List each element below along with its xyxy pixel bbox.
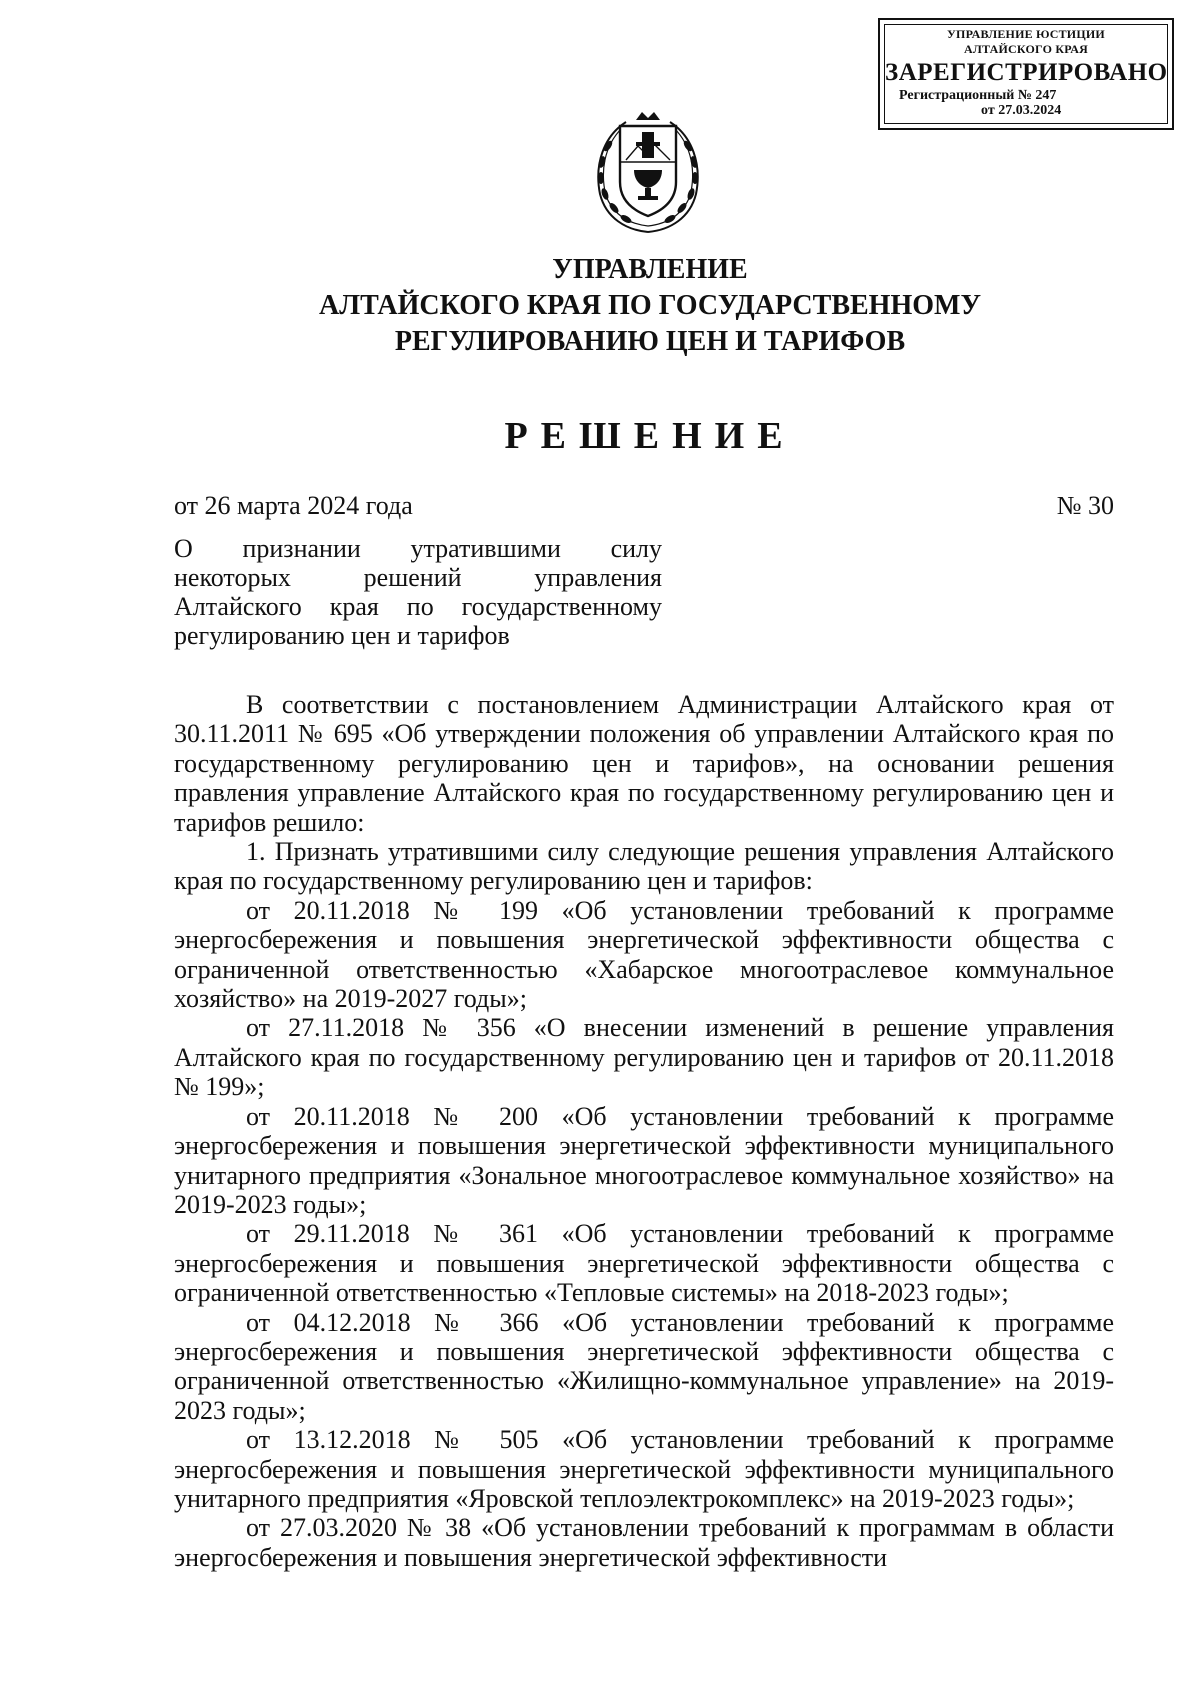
date-number-line — [174, 490, 1114, 522]
document-body — [174, 690, 1114, 1572]
document-date: от 26 марта 2024 года — [174, 491, 413, 520]
subject-line-2: некоторых решений управления — [174, 563, 662, 592]
subject-line-1: О признании утратившими силу — [174, 534, 662, 563]
coat-of-arms-icon — [582, 102, 714, 238]
registration-stamp-frame — [884, 24, 1168, 124]
document-subject — [174, 534, 662, 650]
subject-line-3: Алтайского края по государственному — [174, 592, 662, 621]
body-paragraph-preamble: В соответствии с постановлением Администрации Алтайского края от 30.11.2011 № 695 «Об утверждении положения об управлении Алтайского края по государственному регулированию цен и тарифов», на основании решения правления управление Алтайского края по государственному регулированию цен и тарифов решило: — [174, 690, 1114, 837]
subject-line-4: регулированию цен и тарифов — [174, 621, 510, 650]
body-paragraph-item-1: 1. Признать утратившими силу следующие решения управления Алтайского края по государственному регулированию цен и тарифов: — [174, 837, 1114, 896]
body-paragraph-decision-356: от 27.11.2018 № 356 «О внесении изменений в решение управления Алтайского края по государственному регулированию цен и тарифов от 20.11.2018 № 199»; — [174, 1013, 1114, 1102]
authority-heading — [200, 252, 1100, 360]
stamp-org-region: АЛТАЙСКОГО КРАЯ — [964, 42, 1088, 56]
authority-line-2: АЛТАЙСКОГО КРАЯ ПО ГОСУДАРСТВЕННОМУ — [319, 290, 981, 321]
body-paragraph-decision-361: от 29.11.2018 № 361 «Об установлении требований к программе энергосбережения и повышения энергетической эффективности общества с ограниченной ответственностью «Тепловые системы» на 2018-2023 годы»; — [174, 1219, 1114, 1308]
registration-stamp — [878, 18, 1174, 130]
body-paragraph-decision-200: от 20.11.2018 № 200 «Об установлении требований к программе энергосбережения и повышения энергетической эффективности муниципального унитарного предприятия «Зональное многоотраслевое коммунальное хозяйство» на 2019-2023 годы»; — [174, 1101, 1114, 1219]
stamp-reg-number: Регистрационный № 247 — [899, 88, 1057, 103]
authority-line-3: РЕГУЛИРОВАНИЮ ЦЕН И ТАРИФОВ — [394, 326, 906, 357]
body-paragraph-decision-38: от 27.03.2020 № 38 «Об установлении требований к программам в области энергосбережения и повышения энергетической эффективности — [174, 1513, 1114, 1572]
document-type-title: РЕШЕНИЕ — [504, 415, 796, 457]
body-paragraph-decision-505: от 13.12.2018 № 505 «Об установлении требований к программе энергосбережения и повышения энергетической эффективности муниципального унитарного предприятия «Яровской теплоэлектрокомплекс» на 2019-2023 годы»; — [174, 1425, 1114, 1513]
body-paragraph-decision-366: от 04.12.2018 № 366 «Об установлении требований к программе энергосбережения и повышения энергетической эффективности общества с ограниченной ответственностью «Жилищно-коммунальное управление» на 2019-2023 годы»; — [174, 1307, 1114, 1425]
stamp-status: ЗАРЕГИСТРИРОВАНО — [885, 59, 1168, 86]
document-number: № 30 — [1056, 491, 1114, 520]
body-paragraph-decision-199: от 20.11.2018 № 199 «Об установлении требований к программе энергосбережения и повышения энергетической эффективности общества с ограниченной ответственностью «Хабарское многоотраслевое коммунальное хозяйство» на 2019-2027 годы»; — [174, 895, 1114, 1014]
authority-line-1: УПРАВЛЕНИЕ — [552, 254, 748, 285]
stamp-reg-date: от 27.03.2024 — [981, 103, 1062, 118]
stamp-org-name: УПРАВЛЕНИЕ ЮСТИЦИИ — [947, 27, 1105, 41]
